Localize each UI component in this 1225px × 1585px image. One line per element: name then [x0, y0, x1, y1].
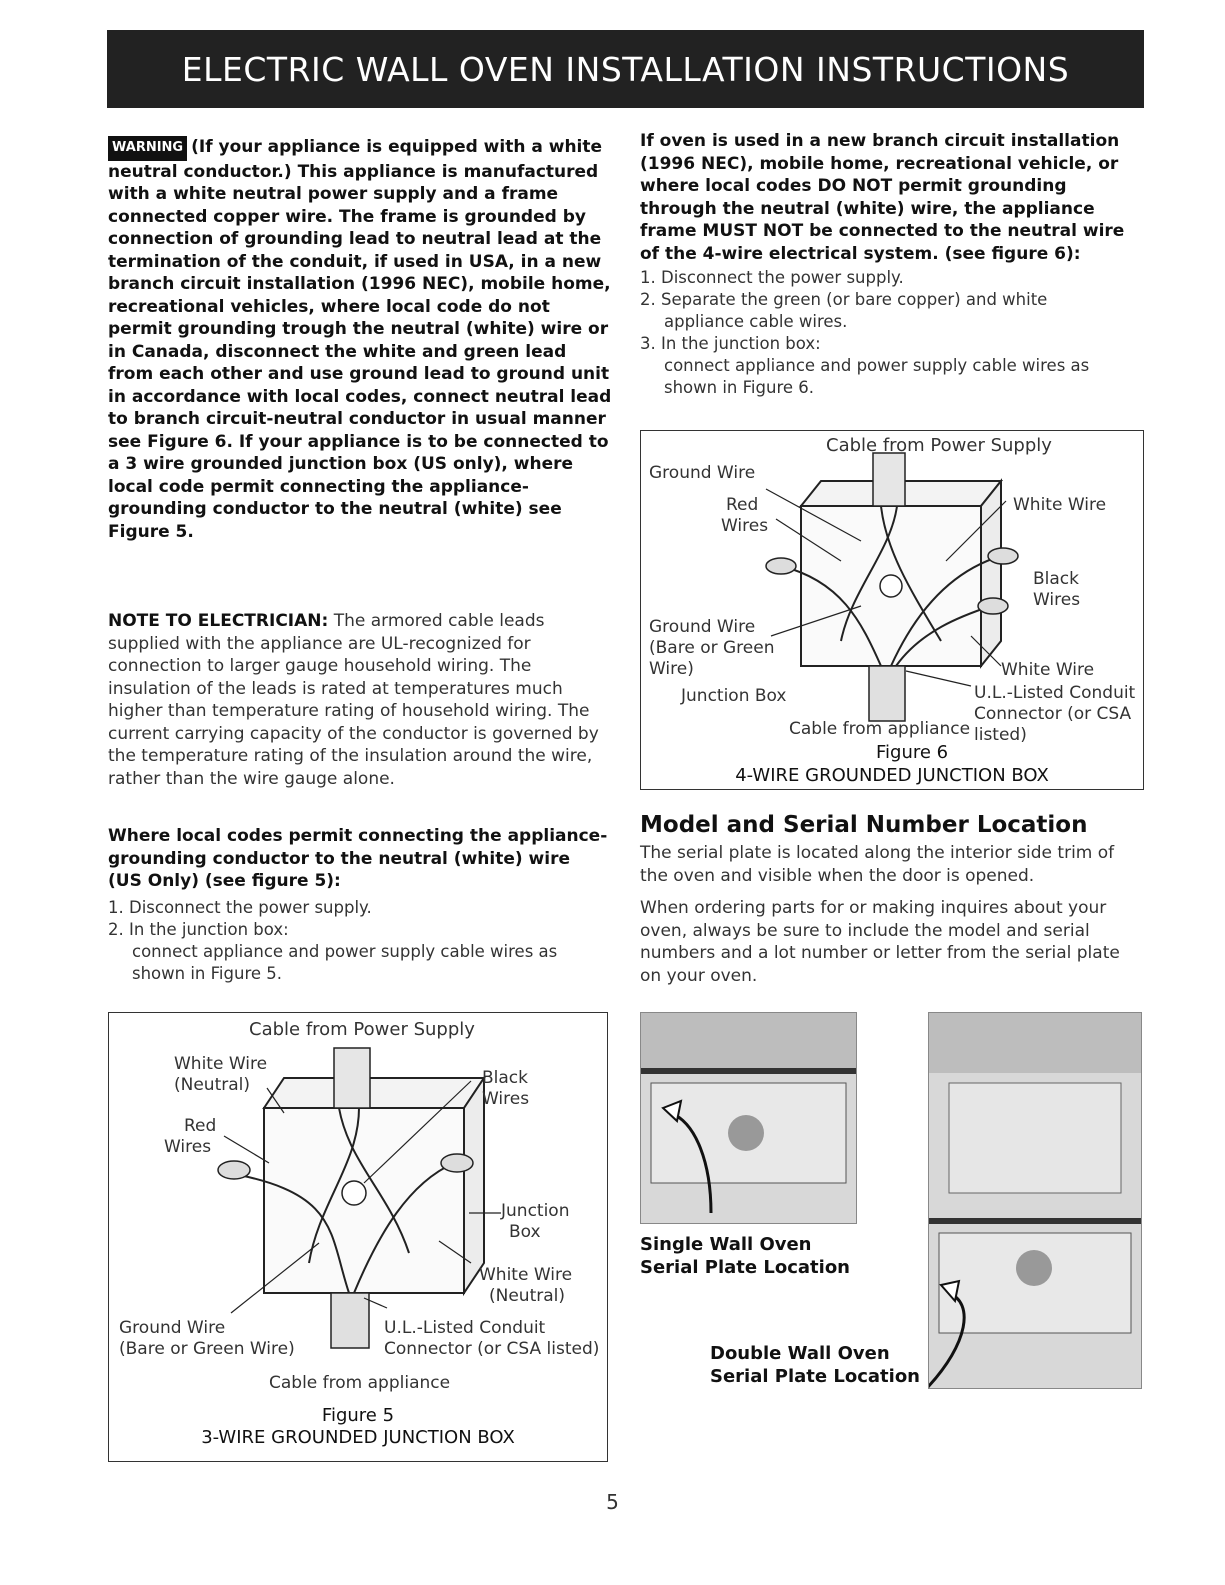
list-item: connect appliance and power supply cable wires as	[664, 356, 1090, 375]
note-section	[108, 610, 608, 790]
fig5-bare-label: (Bare or Green Wire)	[119, 1339, 295, 1359]
fig5-cable-app-label: Cable from appliance	[269, 1373, 451, 1393]
fig6-black-label: Black	[1033, 569, 1079, 589]
fig6-cable-app-label: Cable from appliance	[789, 719, 971, 739]
fig6-bare-label: (Bare or Green	[649, 638, 775, 658]
warning-section	[108, 136, 613, 543]
model-serial-para2: When ordering parts for or making inquires about your oven, always be sure to include the model and serial numbers and a lot number or letter from the serial plate on your oven.	[640, 898, 1120, 986]
fig5-figure-label: Figure 5	[321, 1405, 395, 1426]
page-title: ELECTRIC WALL OVEN INSTALLATION INSTRUCTIONS	[107, 30, 1144, 108]
fig6-red-label: Red	[726, 495, 759, 515]
list-item: 2. In the junction box:	[108, 919, 289, 939]
fig6-ground2-label: Ground Wire	[649, 617, 756, 637]
list-item: connect appliance and power supply cable wires as shown in Figure 5.	[132, 941, 558, 983]
fig5-black-wires-label: Wires	[482, 1089, 530, 1109]
note-label: NOTE TO ELECTRICIAN:	[108, 611, 329, 631]
model-serial-section	[640, 812, 1140, 987]
fig5-caption: 3-WIRE GROUNDED JUNCTION BOX	[201, 1427, 515, 1448]
fig5-junction-label: Junction	[501, 1201, 570, 1221]
figure-6-box	[640, 430, 1144, 790]
fig6-ground-label: Ground Wire	[649, 463, 756, 483]
fig6-caption: 4-WIRE GROUNDED JUNCTION BOX	[735, 765, 1049, 786]
steps-list-right	[640, 267, 1140, 399]
double-wall-oven-image	[928, 1012, 1142, 1389]
single-wall-oven-image	[640, 1012, 857, 1224]
fig5-white-wire2-label: White Wire	[479, 1265, 573, 1285]
fig6-wires-label: Wires	[721, 516, 769, 536]
fig6-junction-label: Junction Box	[681, 686, 787, 706]
right-intro-section	[640, 130, 1140, 399]
fig5-red-label: Red	[184, 1116, 217, 1136]
single-oven-caption	[640, 1234, 850, 1279]
fig5-ground-label: Ground Wire	[119, 1318, 226, 1338]
model-serial-heading: Model and Serial Number Location	[640, 812, 1088, 838]
right-intro: If oven is used in a new branch circuit installation (1996 NEC), mobile home, recreational vehicle, or where local codes DO NOT permit grounding through the neutral (white) wire, the appliance frame MUST NOT be connected to the neutral wire of the 4-wire electrical system. (see figure 6):	[640, 131, 1125, 264]
list-item: shown in Figure 6.	[664, 378, 814, 397]
list-item: 1. Disconnect the power supply.	[108, 897, 372, 917]
list-item: 2. Separate the green (or bare copper) and white	[640, 290, 1048, 309]
fig6-top-label: Cable from Power Supply	[826, 435, 1052, 456]
fig6-black-wires-label: Wires	[1033, 590, 1081, 610]
fig6-wire-label: Wire)	[649, 659, 694, 679]
fig5-ul-label: U.L.-Listed Conduit	[384, 1318, 546, 1338]
fig6-white-wire-label: White Wire	[1013, 495, 1107, 515]
note-text: The armored cable leads supplied with the appliance are UL-recognized for connection to larger gauge household wiring. The insulation of the leads is rated at temperatures much higher than temperature rating of household wiring. The current carrying capacity of the conductor is governed by the temperature rating of the insulation around the wire, rather than the wire gauge alone.	[108, 611, 599, 789]
fig5-neutral-label: (Neutral)	[174, 1075, 251, 1095]
double-oven-caption	[710, 1343, 920, 1388]
fig5-black-label: Black	[482, 1068, 528, 1088]
double-oven-caption-line1: Double Wall Oven	[710, 1343, 890, 1364]
fig5-box-label: Box	[509, 1222, 541, 1242]
double-oven-illustration	[929, 1013, 1141, 1388]
model-serial-para1: The serial plate is located along the interior side trim of the oven and visible when the door is opened.	[640, 843, 1115, 886]
fig5-neutral2-label: (Neutral)	[489, 1286, 566, 1306]
fig6-listed-label: listed)	[974, 725, 1027, 745]
fig6-figure-label: Figure 6	[876, 742, 949, 763]
list-item: 3. In the junction box:	[640, 334, 821, 353]
fig6-white-wire2-label: White Wire	[1001, 660, 1095, 680]
fig5-wires-label: Wires	[164, 1137, 212, 1157]
fig5-top-label: Cable from Power Supply	[249, 1019, 475, 1040]
fig5-connector-label: Connector (or CSA listed)	[384, 1339, 600, 1359]
page-number: 5	[606, 1490, 619, 1514]
fig6-ul-label: U.L.-Listed Conduit	[974, 683, 1136, 703]
list-item: 1. Disconnect the power supply.	[640, 268, 904, 287]
single-oven-illustration	[641, 1013, 856, 1223]
list-item: appliance cable wires.	[664, 312, 848, 331]
steps-list-left	[108, 897, 608, 985]
single-oven-caption-line1: Single Wall Oven	[640, 1234, 812, 1255]
warning-text-block	[108, 136, 613, 543]
figure-5-box	[108, 1012, 608, 1462]
fig5-white-wire-label: White Wire	[174, 1054, 268, 1074]
double-oven-caption-line2: Serial Plate Location	[710, 1365, 920, 1387]
where-heading: Where local codes permit connecting the appliance-grounding conductor to the neutral (white) wire (US Only) (see figure 5):	[108, 826, 608, 891]
fig6-connector-label: Connector (or CSA	[974, 704, 1132, 724]
warning-text: (If your appliance is equipped with a white neutral conductor.) This appliance is manufactured with a white neutral power supply and a frame connected copper wire. The frame is grounded by connection of grounding lead to neutral lead at the termination of the conduit, if used in USA, in a new branch circuit installation (1996 NEC), mobile home, recreational vehicles, where local code do not permit grounding trough the neutral (white) wire or in Canada, disconnect the white and green lead from each other and use ground lead to ground unit in accordance with local codes, connect neutral lead to branch circuit-neutral conductor in usual manner see Figure 6. If your appliance is to be connected to a 3 wire grounded junction box (US only), where local code permit connecting the appliance-grounding conductor to the neutral (white) see Figure 5.	[108, 137, 612, 542]
where-section	[108, 825, 608, 985]
single-oven-caption-line2: Serial Plate Location	[640, 1256, 850, 1278]
warning-badge: WARNING	[108, 136, 187, 161]
